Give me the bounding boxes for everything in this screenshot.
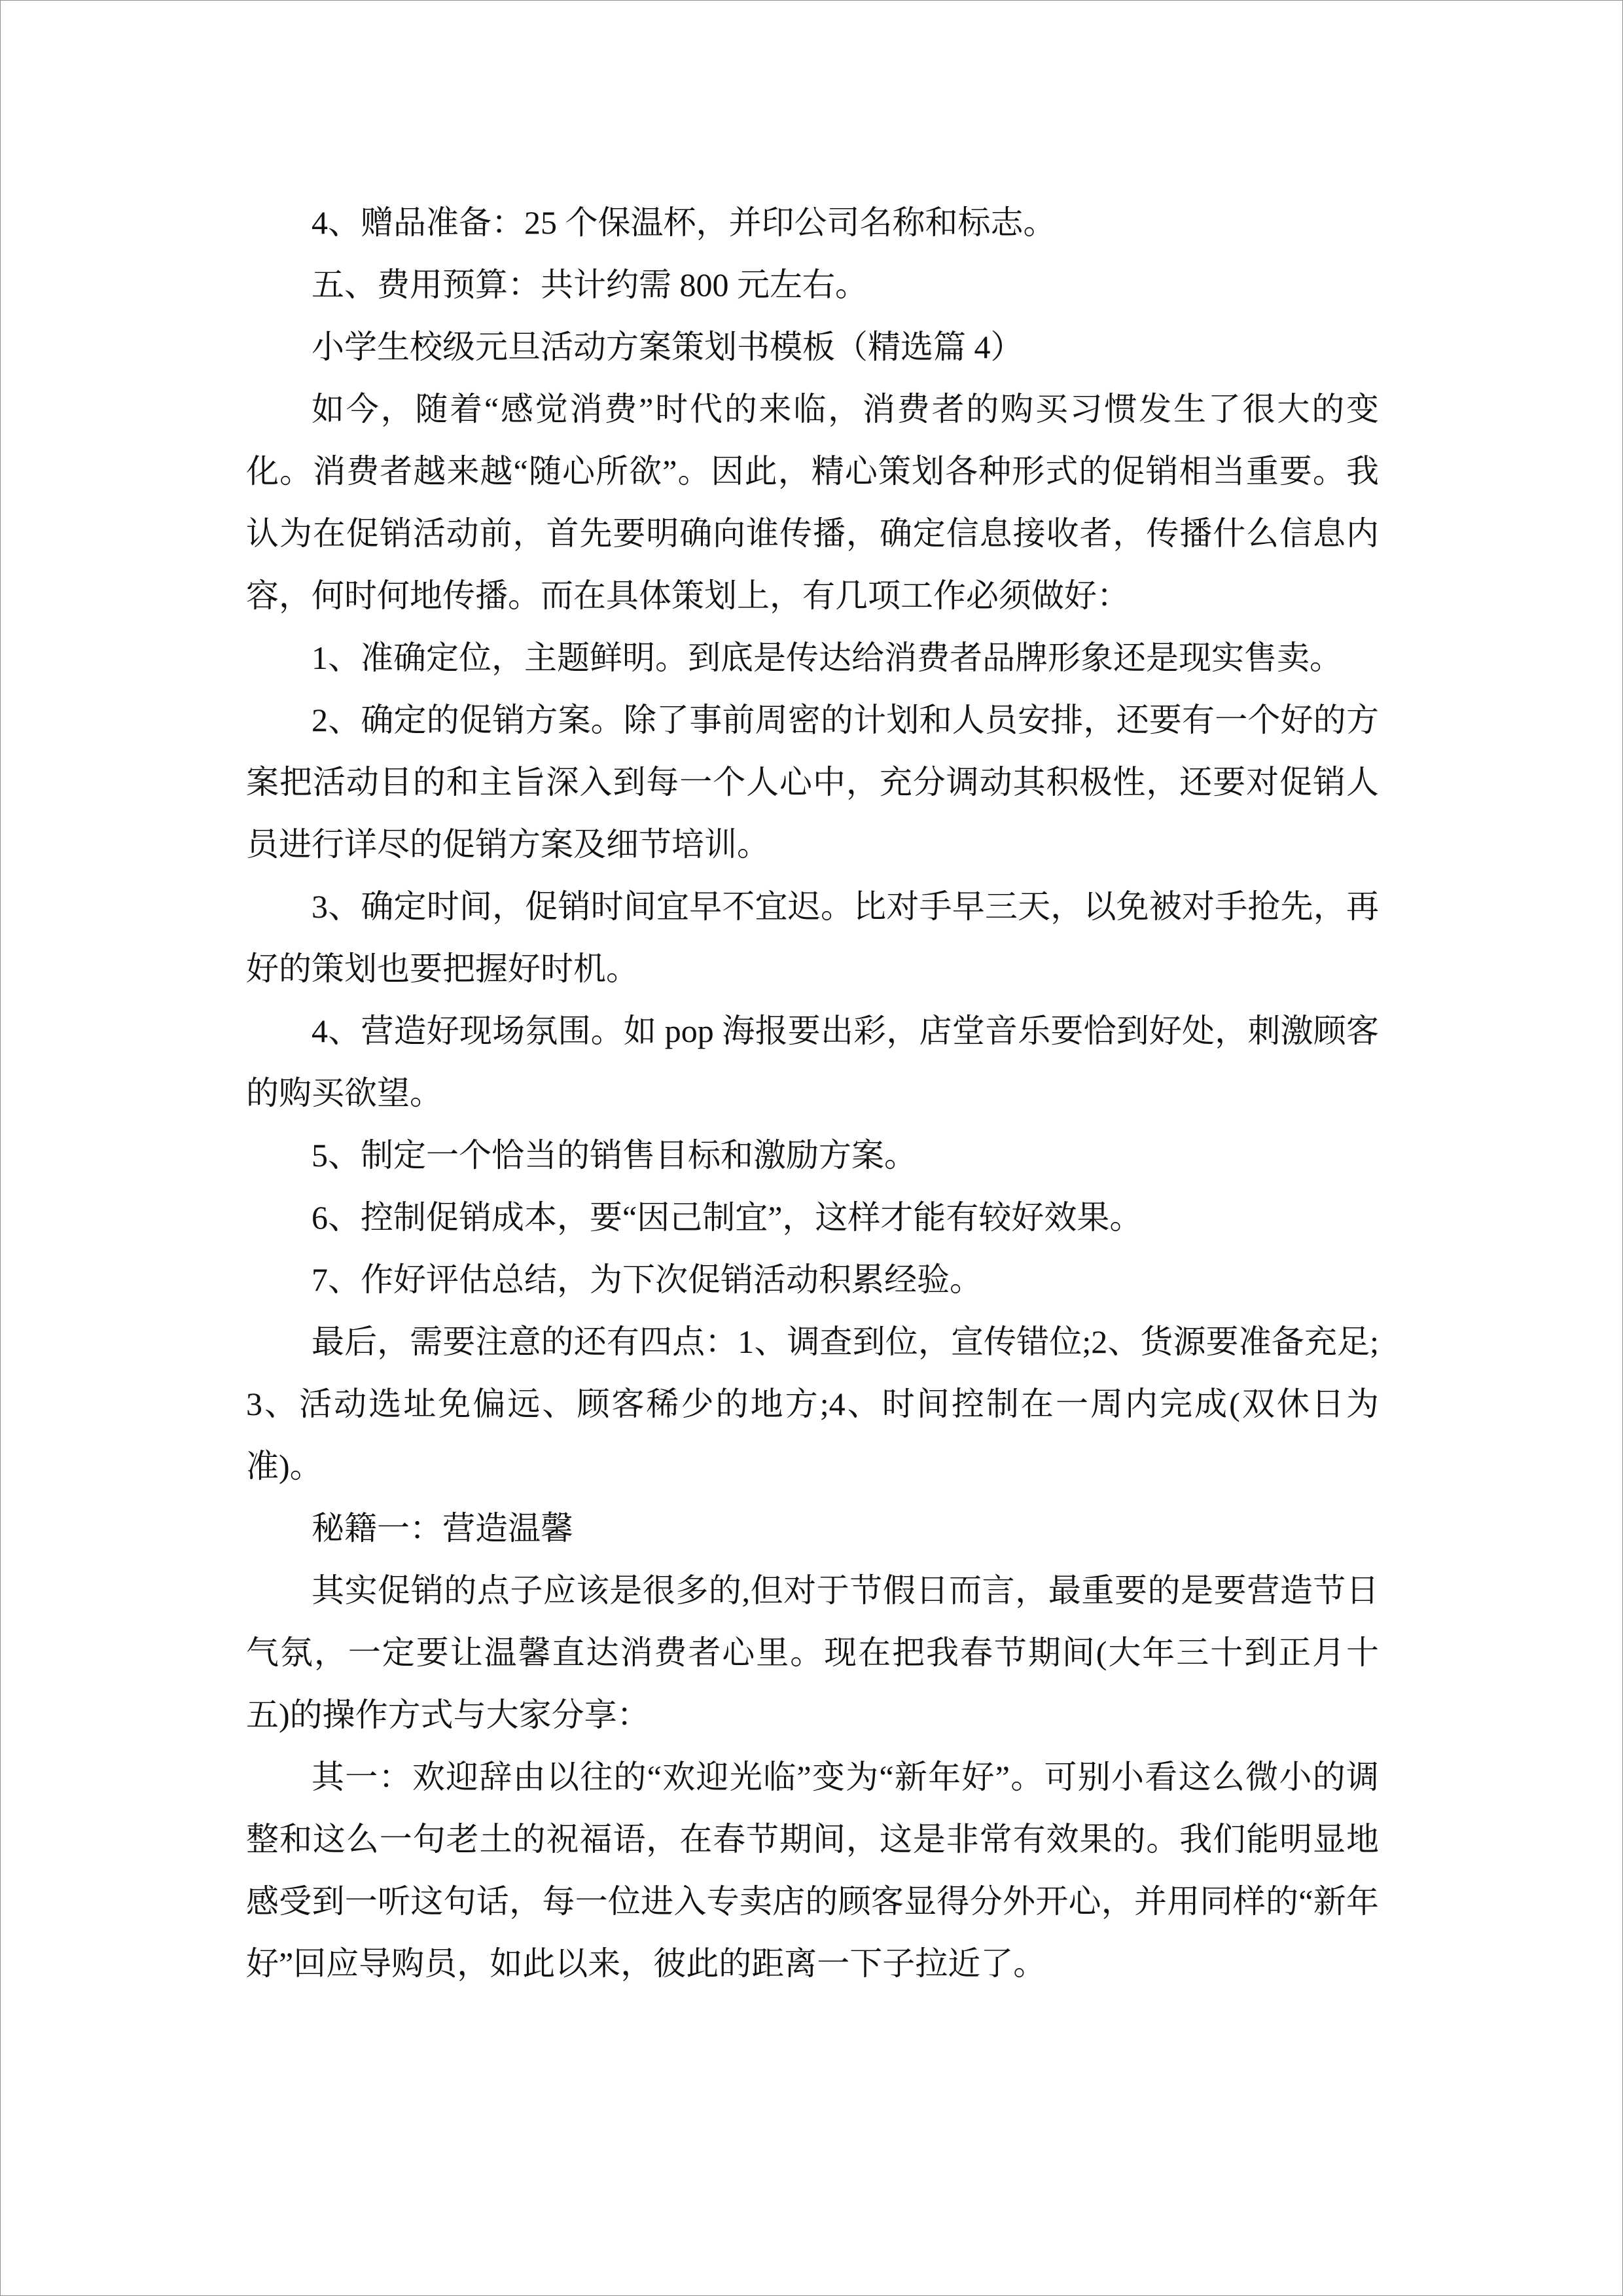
- body-paragraph: 其一：欢迎辞由以往的“欢迎光临”变为“新年好”。可别小看这么微小的调整和这么一句老土的祝福语，在春节期间，这是非常有效果的。我们能明显地感受到一听这句话，每一位进入专卖店的顾客显得分外开心，并用同样的“新年好”回应导购员，如此以来，彼此的距离一下子拉近了。: [246, 1759, 1379, 1982]
- subsection-title: 秘籍一：营造温馨: [312, 1510, 573, 1547]
- list-item: 6、控制促销成本，要“因己制宜”，这样才能有较好效果。: [312, 1199, 1143, 1236]
- list-item: 4、赠品准备：25 个保温杯，并印公司名称和标志。: [312, 204, 1056, 241]
- list-item: 2、确定的促销方案。除了事前周密的计划和人员安排，还要有一个好的方案把活动目的和主旨深入到每一个人心中，充分调动其积极性，还要对促销人员进行详尽的促销方案及细节培训。: [246, 702, 1379, 863]
- list-item: 5、制定一个恰当的销售目标和激励方案。: [312, 1137, 917, 1174]
- section-title: 小学生校级元旦活动方案策划书模板（精选篇 4）: [312, 329, 1024, 365]
- body-paragraph: 其实促销的点子应该是很多的,但对于节假日而言，最重要的是要营造节日气氛，一定要让温馨直达消费者心里。现在把我春节期间(大年三十到正月十五)的操作方式与大家分享：: [246, 1572, 1379, 1733]
- body-paragraph: 最后，需要注意的还有四点：1、调查到位，宣传错位;2、货源要准备充足;3、活动选址免偏远、顾客稀少的地方;4、时间控制在一周内完成(双休日为准)。: [246, 1323, 1379, 1484]
- list-item: 五、费用预算：共计约需 800 元左右。: [312, 266, 868, 303]
- list-item: 4、营造好现场氛围。如 pop 海报要出彩，店堂音乐要恰到好处，刺激顾客的购买欲望。: [246, 1013, 1379, 1111]
- list-item: 7、作好评估总结，为下次促销活动积累经验。: [312, 1261, 982, 1298]
- body-paragraph: 如今，随着“感觉消费”时代的来临，消费者的购买习惯发生了很大的变化。消费者越来越“随心所欲”。因此，精心策划各种形式的促销相当重要。我认为在促销活动前，首先要明确向谁传播，确定信息接收者，传播什么信息内容，何时何地传播。而在具体策划上，有几项工作必须做好：: [246, 391, 1379, 614]
- list-item: 1、准确定位，主题鲜明。到底是传达给消费者品牌形象还是现实售卖。: [312, 639, 1342, 676]
- list-item: 3、确定时间，促销时间宜早不宜迟。比对手早三天，以免被对手抢先，再好的策划也要把握好时机。: [246, 888, 1379, 987]
- document-body: [246, 192, 1379, 1995]
